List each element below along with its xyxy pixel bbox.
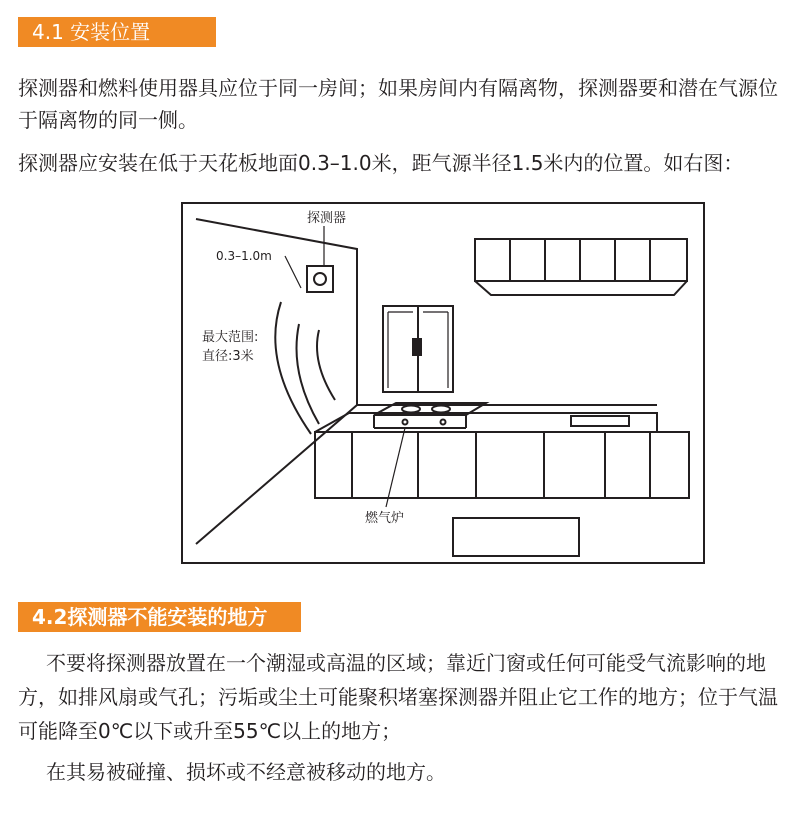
- window-handle: [412, 338, 422, 356]
- burner-right: [432, 406, 450, 413]
- section-4-2-paragraph-2: 在其易被碰撞、损坏或不经意被移动的地方。: [46, 760, 446, 784]
- detector-box: [307, 266, 333, 292]
- section-4-1-paragraph-2: 探测器应安装在低于天花板地面0.3–1.0米，距气源半径1.5米内的位置。如右图：: [18, 151, 744, 175]
- height-label: 0.3–1.0m: [216, 249, 272, 263]
- stove-leader: [386, 428, 405, 507]
- knob-right: [441, 420, 446, 425]
- stove-label: 燃气炉: [365, 511, 405, 526]
- lower-cabinet: [315, 432, 689, 498]
- range-label-line2: 直径:3米: [202, 349, 254, 364]
- section-4-1-paragraph-1: 探测器和燃料使用器具应位于同一房间；如果房间内有隔离物，探测器要和潜在气源位于隔离物的同一侧。: [18, 76, 778, 132]
- range-arc-3: [317, 330, 335, 400]
- range-arc-2: [297, 324, 320, 424]
- burner-left: [402, 406, 420, 413]
- sink: [571, 416, 629, 426]
- height-indicator-line: [285, 256, 301, 288]
- kitchen-installation-diagram: [181, 202, 705, 564]
- detector-label: 探测器: [307, 211, 347, 226]
- knob-left: [403, 420, 408, 425]
- section-4-2-paragraph-1: 不要将探测器放置在一个潮湿或高温的区域；靠近门窗或任何可能受气流影响的地方，如排风扇或气孔；污垢或尘土可能聚积堵塞探测器并阻止它工作的地方；位于气温可能降至0℃以下或升至55℃以上的地方；: [18, 651, 778, 743]
- range-arc-1: [275, 302, 311, 434]
- detector-sensor: [314, 273, 326, 285]
- floor-mat: [453, 518, 579, 556]
- range-hood: [475, 281, 687, 295]
- range-label-line1: 最大范围:: [202, 330, 259, 345]
- section-4-1-header: 4.1 安装位置: [18, 17, 216, 47]
- section-4-2-header: 4.2探测器不能安装的地方: [18, 602, 301, 632]
